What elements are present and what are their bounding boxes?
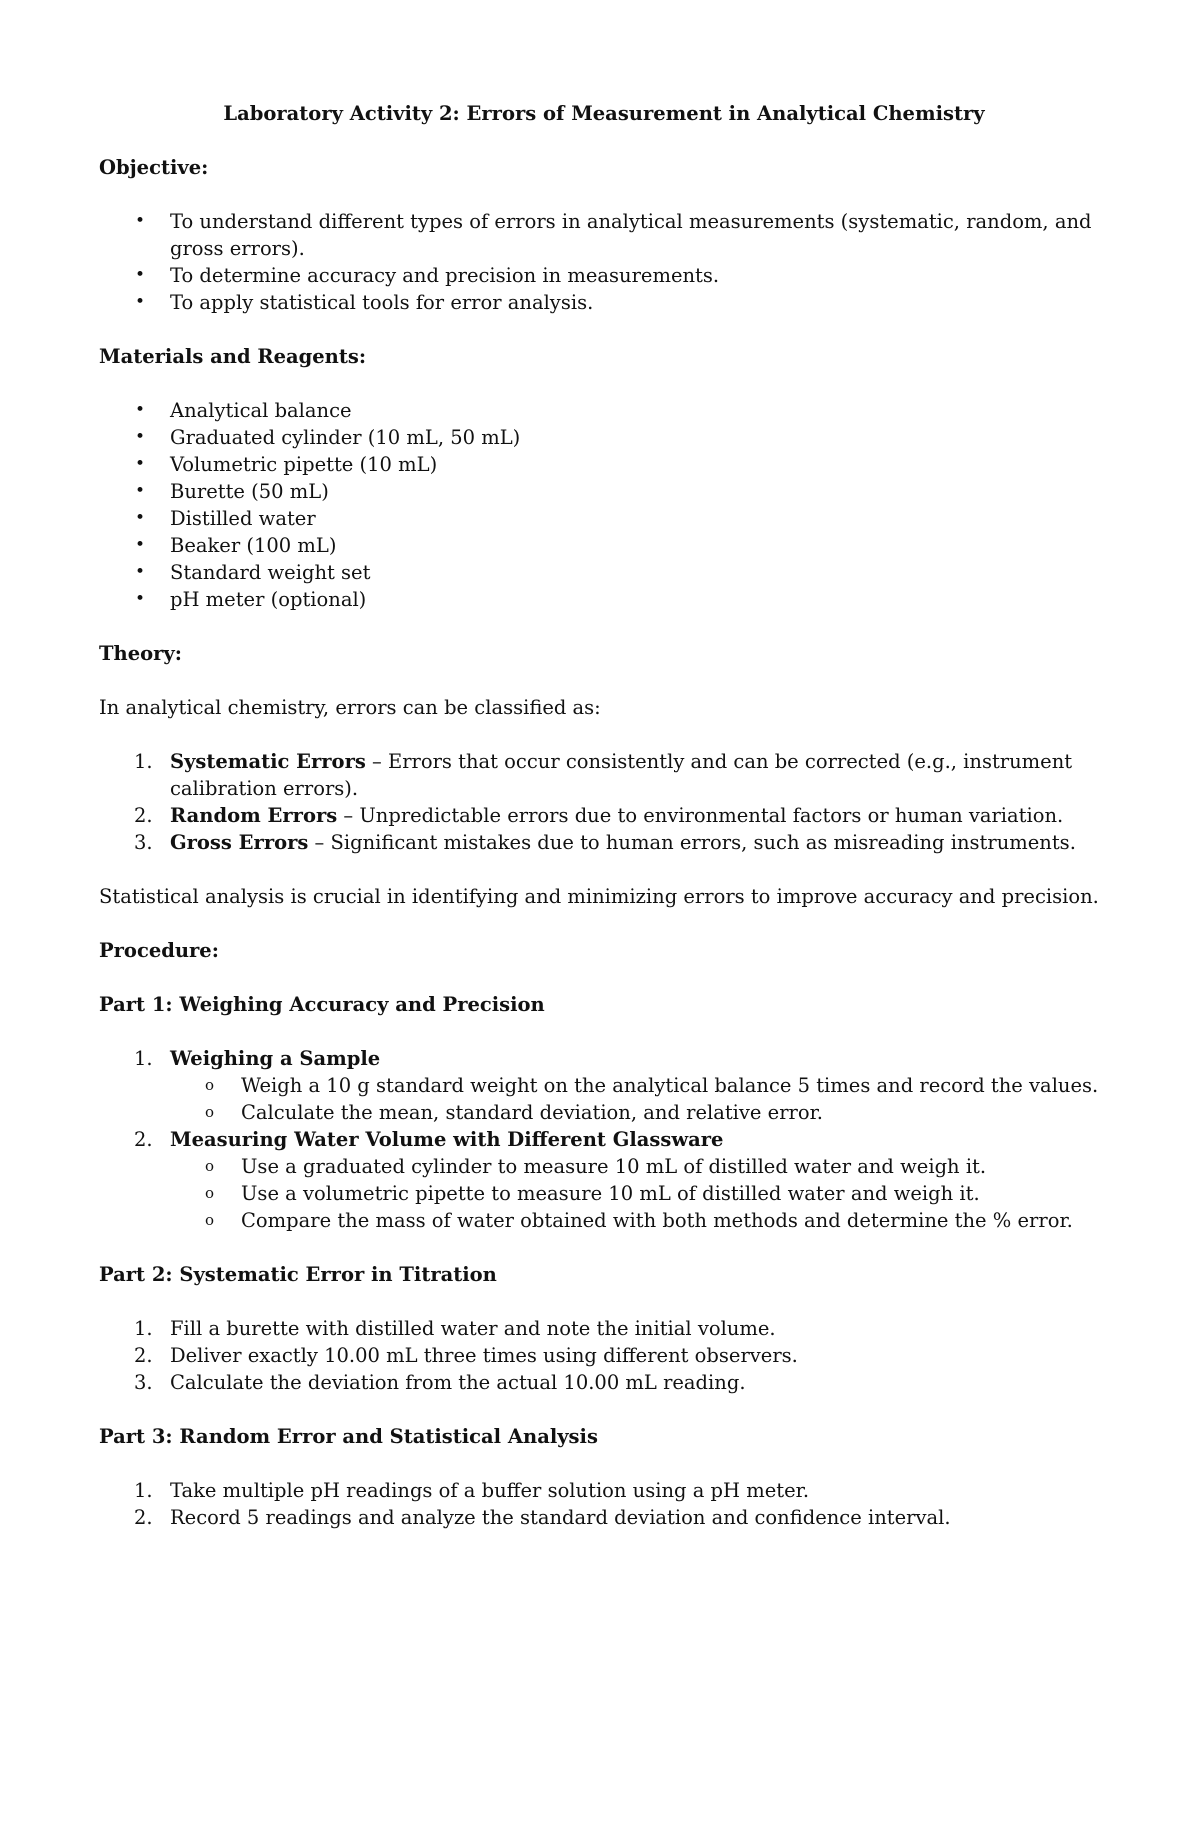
list-item xyxy=(99,262,1109,289)
sub-bullet-icon: o xyxy=(205,1184,215,1202)
sub-list-item xyxy=(99,1207,1109,1234)
list-item-text: To determine accuracy and precision in measurements. xyxy=(170,264,720,287)
bullet-icon: • xyxy=(135,535,146,555)
sub-list-item-text: Use a volumetric pipette to measure 10 mL of distilled water and weigh it. xyxy=(241,1182,980,1205)
list-item-text: To apply statistical tools for error analysis. xyxy=(170,291,594,314)
error-description: – Unpredictable errors due to environmental factors or human variation. xyxy=(337,804,1064,827)
list-number: 2. xyxy=(134,1506,153,1529)
list-item xyxy=(99,1369,1109,1396)
list-number: 1. xyxy=(134,750,153,773)
step-title: Measuring Water Volume with Different Glassware xyxy=(170,1128,724,1151)
list-item xyxy=(99,478,1109,505)
objective-heading: Objective: xyxy=(99,156,209,179)
error-term: Gross Errors xyxy=(170,831,309,854)
procedure-heading: Procedure: xyxy=(99,939,219,962)
list-item xyxy=(99,1477,1109,1504)
part2-steps xyxy=(99,1315,1109,1396)
sub-bullet-icon: o xyxy=(205,1103,215,1121)
bullet-icon: • xyxy=(135,400,146,420)
step-title: Weighing a Sample xyxy=(170,1047,381,1070)
materials-heading: Materials and Reagents: xyxy=(99,345,367,368)
list-item xyxy=(99,802,1109,829)
error-description: – Errors that occur consistently and can be corrected (e.g., instrument calibration errors). xyxy=(170,750,1073,800)
list-number: 3. xyxy=(134,1371,153,1394)
list-item-text: To understand different types of errors in analytical measurements (systematic, random, and gross errors). xyxy=(170,210,1092,260)
document-body xyxy=(99,100,1109,1558)
bullet-icon: • xyxy=(135,589,146,609)
list-item-text: Volumetric pipette (10 mL) xyxy=(170,453,438,476)
list-item xyxy=(99,559,1109,586)
bullet-icon: • xyxy=(135,454,146,474)
list-item xyxy=(99,289,1109,316)
sub-bullet-icon: o xyxy=(205,1157,215,1175)
sub-list-item xyxy=(99,1072,1109,1099)
list-number: 2. xyxy=(134,1344,153,1367)
theory-heading: Theory: xyxy=(99,642,182,665)
list-number: 3. xyxy=(134,831,153,854)
part2-heading: Part 2: Systematic Error in Titration xyxy=(99,1263,497,1286)
part1-steps xyxy=(99,1045,1109,1234)
sub-list-item-text: Compare the mass of water obtained with both methods and determine the % error. xyxy=(241,1209,1073,1232)
list-item-text: pH meter (optional) xyxy=(170,588,367,611)
bullet-icon: • xyxy=(135,508,146,528)
list-number: 1. xyxy=(134,1479,153,1502)
list-item-text: Distilled water xyxy=(170,507,316,530)
sub-bullet-icon: o xyxy=(205,1076,215,1094)
sub-bullet-icon: o xyxy=(205,1211,215,1229)
sub-list xyxy=(170,1072,1109,1126)
list-item xyxy=(99,748,1109,802)
list-item xyxy=(99,397,1109,424)
list-item-text: Burette (50 mL) xyxy=(170,480,329,503)
error-types-list xyxy=(99,748,1109,856)
list-item-text: Standard weight set xyxy=(170,561,371,584)
sub-list-item-text: Use a graduated cylinder to measure 10 mL of distilled water and weigh it. xyxy=(241,1155,987,1178)
list-item-text: Analytical balance xyxy=(170,399,352,422)
bullet-icon: • xyxy=(135,427,146,447)
bullet-icon: • xyxy=(135,481,146,501)
step-text: Record 5 readings and analyze the standard deviation and confidence interval. xyxy=(170,1506,951,1529)
bullet-icon: • xyxy=(135,562,146,582)
document-title: Laboratory Activity 2: Errors of Measurement in Analytical Chemistry xyxy=(223,102,985,125)
list-item xyxy=(99,1504,1109,1531)
error-term: Random Errors xyxy=(170,804,338,827)
list-item xyxy=(99,1045,1109,1126)
sub-list-item-text: Calculate the mean, standard deviation, and relative error. xyxy=(241,1101,823,1124)
theory-closing: Statistical analysis is crucial in identifying and minimizing errors to improve accuracy and precision. xyxy=(99,885,1099,908)
list-number: 2. xyxy=(134,804,153,827)
list-item-text: Graduated cylinder (10 mL, 50 mL) xyxy=(170,426,521,449)
sub-list-item-text: Weigh a 10 g standard weight on the analytical balance 5 times and record the values. xyxy=(241,1074,1099,1097)
part3-steps xyxy=(99,1477,1109,1531)
error-description: – Significant mistakes due to human errors, such as misreading instruments. xyxy=(308,831,1076,854)
list-number: 2. xyxy=(134,1128,153,1151)
list-item xyxy=(99,424,1109,451)
list-item xyxy=(99,1342,1109,1369)
list-item xyxy=(99,451,1109,478)
list-item xyxy=(99,505,1109,532)
materials-list xyxy=(99,397,1109,613)
error-term: Systematic Errors xyxy=(170,750,366,773)
list-number: 1. xyxy=(134,1317,153,1340)
objective-list xyxy=(99,208,1109,316)
part3-heading: Part 3: Random Error and Statistical Analysis xyxy=(99,1425,598,1448)
list-item xyxy=(99,208,1109,262)
list-item xyxy=(99,829,1109,856)
sub-list-item xyxy=(99,1180,1109,1207)
list-item xyxy=(99,586,1109,613)
list-number: 1. xyxy=(134,1047,153,1070)
bullet-icon: • xyxy=(135,211,146,231)
step-text: Deliver exactly 10.00 mL three times using different observers. xyxy=(170,1344,798,1367)
step-text: Take multiple pH readings of a buffer solution using a pH meter. xyxy=(170,1479,810,1502)
part1-heading: Part 1: Weighing Accuracy and Precision xyxy=(99,993,545,1016)
sub-list-item xyxy=(99,1153,1109,1180)
list-item xyxy=(99,1315,1109,1342)
bullet-icon: • xyxy=(135,292,146,312)
sub-list-item xyxy=(99,1099,1109,1126)
bullet-icon: • xyxy=(135,265,146,285)
list-item-text: Beaker (100 mL) xyxy=(170,534,337,557)
step-text: Fill a burette with distilled water and note the initial volume. xyxy=(170,1317,776,1340)
theory-intro: In analytical chemistry, errors can be classified as: xyxy=(99,696,601,719)
sub-list xyxy=(170,1153,1109,1234)
step-text: Calculate the deviation from the actual 10.00 mL reading. xyxy=(170,1371,746,1394)
list-item xyxy=(99,532,1109,559)
list-item xyxy=(99,1126,1109,1234)
